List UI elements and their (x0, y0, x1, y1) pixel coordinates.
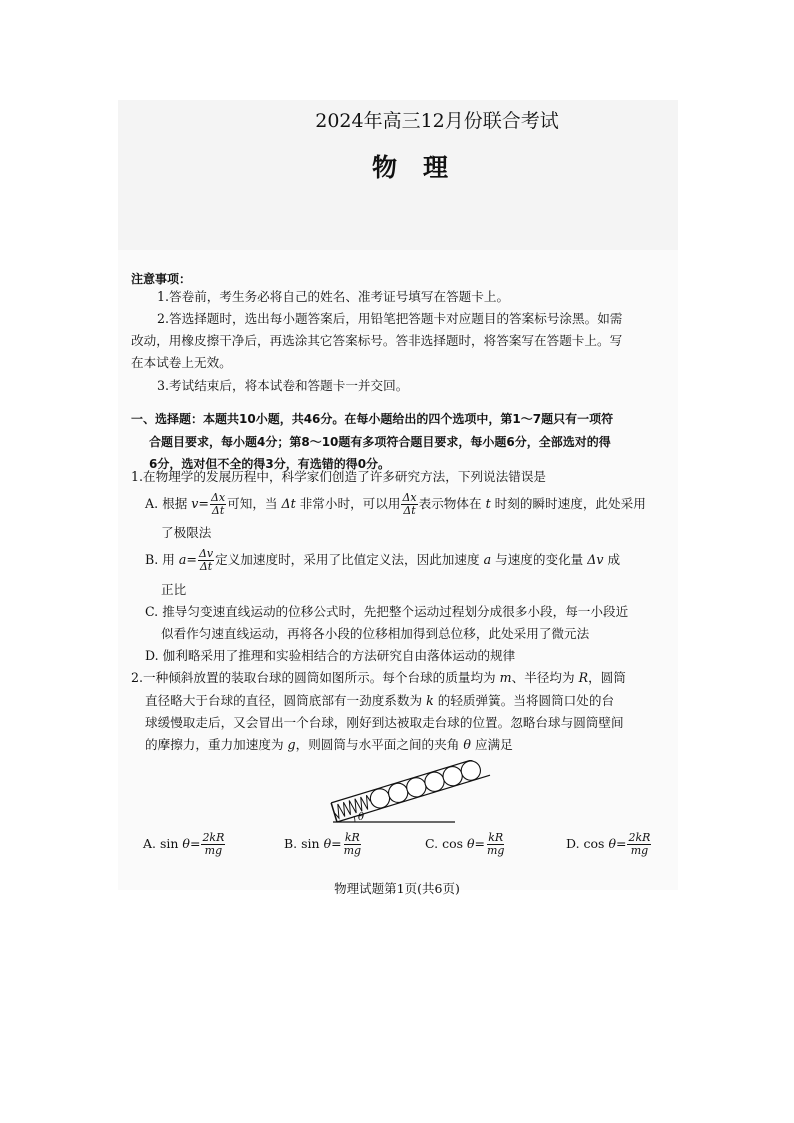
fraction-dx-dt: $\frac{\Delta x}{\Delta t}$ (210, 491, 226, 517)
question-2-stem-line-1: 2.一种倾斜放置的装取台球的圆筒如图所示。每个台球的质量均为 m、半径均为 R，圆筒 (131, 670, 626, 685)
section1-line-2: 合题目要求，每小题4分；第8～10题有多项符合题目要求，每小题6分，全部选对的得 (149, 435, 611, 449)
notice-item-2-line-1: 2.答选择题时，选出每小题答案后，用铅笔把答题卡对应题目的答案标号涂黑。如需 (157, 311, 623, 326)
page-footer: 物理试题第1页(共6页) (334, 881, 460, 896)
question-1-option-b: B. 用 a= $\frac{\Delta v}{\Delta t}$ 定义加速度时，采用了比值定义法，因此加速度 a 与速度的变化量 Δv 成 (145, 547, 621, 573)
notice-item-2-line-3: 在本试卷上无效。 (131, 355, 232, 370)
exam-title: 2024年高三12月份联合考试 (315, 110, 559, 132)
tube-figure (325, 760, 515, 830)
fraction-dv-dt: $\frac{\Delta v}{\Delta t}$ (198, 547, 214, 573)
question-1-option-c-line-1: C. 推导匀变速直线运动的位移公式时，先把整个运动过程划分成很多小段，每一小段近 (145, 604, 629, 619)
fraction-dx-dt-2: $\frac{\Delta x}{\Delta t}$ (402, 491, 417, 517)
question-2-stem-line-4: 的摩擦力，重力加速度为 g，则圆筒与水平面之间的夹角 θ 应满足 (145, 737, 513, 752)
question-1-option-d: D. 伽利略采用了推理和实验相结合的方法研究自由落体运动的规律 (145, 648, 516, 663)
question-1-option-c-line-2: 似看作匀速直线运动，再将各小段的位移相加得到总位移，此处采用了微元法 (161, 626, 590, 641)
notice-heading: 注意事项： (131, 272, 192, 286)
question-2-option-c: C. cos θ= $\frac{kR}{mg}$ (425, 831, 505, 857)
question-1-option-a: A. 根据 v= $\frac{\Delta x}{\Delta t}$ 可知，当 Δt 非常小时，可以用 $\frac{\Delta x}{\Delta t}$ 表示物体在 t 时刻的瞬时速度，此处采用 (145, 491, 646, 517)
subject-title: 物理 (371, 153, 474, 182)
section1-line-1: 一、选择题：本题共10小题，共46分。在每小题给出的四个选项中，第1～7题只有一项符 (131, 412, 614, 426)
question-2-option-d: D. cos θ= $\frac{2kR}{mg}$ (566, 831, 651, 857)
ball-6 (459, 760, 483, 783)
section1-line-3: 6分，选对但不全的得3分，有选错的得0分。 (149, 457, 391, 471)
question-1-stem: 1.在物理学的发展历程中，科学家们创造了许多研究方法，下列说法错误是 (131, 469, 547, 484)
notice-item-1: 1.答卷前，考生务必将自己的姓名、准考证号填写在答题卡上。 (157, 289, 510, 304)
spring-icon (332, 795, 372, 819)
question-1-option-a-line-2: 了极限法 (161, 525, 212, 540)
question-2-stem-line-3: 球缓慢取走后，又会冒出一个台球，刚好到达被取走台球的位置。忽略台球与圆筒壁间 (145, 715, 624, 730)
question-2-option-a: A. sin θ= $\frac{2kR}{mg}$ (143, 831, 225, 857)
question-1-option-b-line-2: 正比 (161, 582, 187, 597)
angle-theta-label: θ (358, 812, 365, 823)
question-2-stem-line-2: 直径略大于台球的直径，圆筒底部有一劲度系数为 k 的轻质弹簧。当将圆筒口处的台 (145, 693, 615, 708)
notice-item-2-line-2: 改动，用橡皮擦干净后，再选涂其它答案标号。答非选择题时，将答案写在答题卡上。写 (131, 333, 623, 348)
notice-item-3: 3.考试结束后，将本试卷和答题卡一并交回。 (157, 378, 409, 393)
question-2-option-b: B. sin θ= $\frac{kR}{mg}$ (284, 831, 362, 857)
